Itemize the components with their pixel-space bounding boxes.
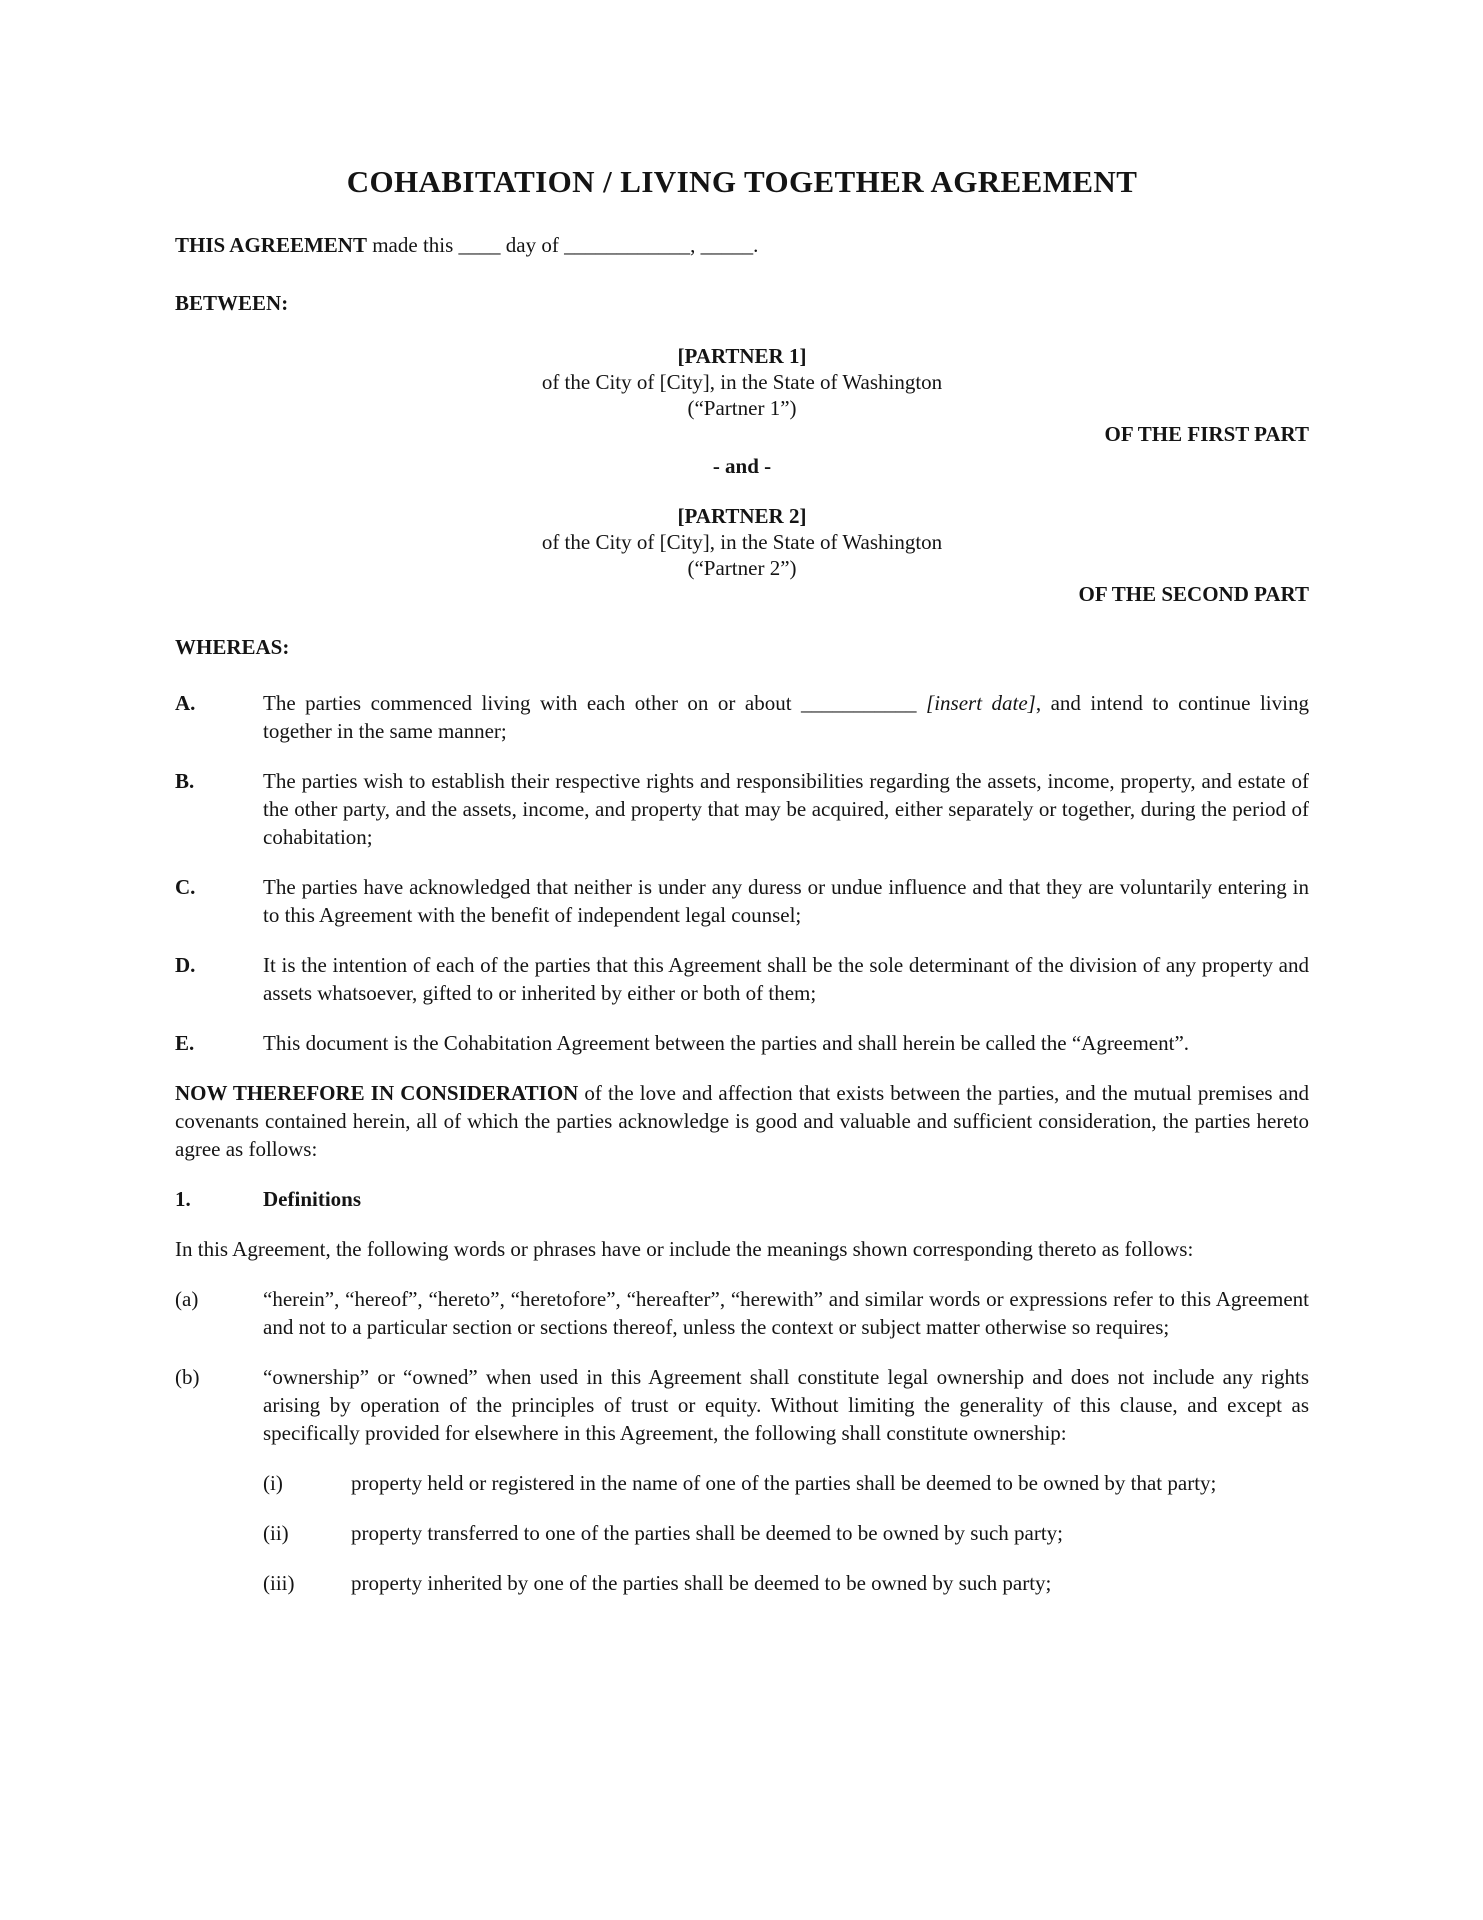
party1-name: [PARTNER 1] [677, 344, 807, 368]
agreement-date-line [175, 231, 1309, 259]
party1-alias: (“Partner 1”) [687, 396, 797, 420]
party-block-2 [175, 503, 1309, 607]
whereas-clause-a [175, 689, 1309, 745]
definition-item-b-label: (b) [175, 1365, 200, 1389]
ownership-sub-item-i [263, 1469, 1309, 1497]
party-block-1 [175, 343, 1309, 447]
definitions-heading [175, 1185, 1309, 1213]
definition-item-b [175, 1363, 1309, 1447]
whereas-clause-a-insert-date: [insert date] [926, 691, 1036, 715]
now-therefore-paragraph [175, 1079, 1309, 1163]
definitions-intro: In this Agreement, the following words or phrases have or include the meanings shown corresponding thereto as follows: [175, 1237, 1194, 1261]
whereas-clause-a-text [263, 689, 1309, 745]
ownership-sub-item-ii-text: property transferred to one of the parties shall be deemed to be owned by such party; [351, 1521, 1064, 1545]
definition-item-a-text: “herein”, “hereof”, “hereto”, “heretofore”, “hereafter”, “herewith” and similar words or expressions refer to this Agreement and not to a particular section or sections thereof, unless the context or subject matter otherwise so requires; [263, 1287, 1309, 1339]
party2-name: [PARTNER 2] [677, 504, 807, 528]
agreement-date-lead: THIS AGREEMENT [175, 233, 367, 257]
whereas-clause-e-text: This document is the Cohabitation Agreement between the parties and shall herein be called the “Agreement”. [263, 1031, 1190, 1055]
whereas-clause-a-label: A. [175, 691, 196, 715]
whereas-clause-e [175, 1029, 1309, 1057]
definition-item-a [175, 1285, 1309, 1341]
ownership-sub-item-i-text: property held or registered in the name of one of the parties shall be deemed to be owned by that party; [351, 1471, 1217, 1495]
ownership-sub-item-iii-text: property inherited by one of the parties shall be deemed to be owned by such party; [351, 1571, 1052, 1595]
and-separator: - and - [712, 454, 772, 478]
whereas-clause-a-text-before: The parties commenced living with each other on or about ___________ [263, 691, 927, 715]
definitions-section-title: Definitions [263, 1187, 362, 1211]
definition-item-a-label: (a) [175, 1287, 199, 1311]
whereas-label: WHEREAS: [175, 635, 290, 659]
whereas-clause-a-text-after: , and intend to continue living together in the same manner; [263, 691, 1309, 743]
whereas-clause-d-text: It is the intention of each of the parties that this Agreement shall be the sole determinant of the division of any property and assets whatsoever, gifted to or inherited by either or both of them; [263, 953, 1309, 1005]
whereas-clause-c [175, 873, 1309, 929]
definition-item-b-text: “ownership” or “owned” when used in this Agreement shall constitute legal ownership and does not include any rights arising by operation of the principles of trust or equity. Without limiting the generality of this clause, and except as specifically provided for elsewhere in this Agreement, the following shall constitute ownership: [263, 1365, 1309, 1445]
whereas-clause-b-text: The parties wish to establish their respective rights and responsibilities regarding the assets, income, property, and estate of the other party, and the assets, income, and property that may be acquired, either separately or together, during the period of cohabitation; [263, 769, 1309, 849]
party2-alias: (“Partner 2”) [687, 556, 797, 580]
between-label: BETWEEN: [175, 291, 289, 315]
ownership-sub-item-i-label: (i) [263, 1471, 283, 1495]
whereas-clause-d-label: D. [175, 953, 196, 977]
party2-city-line: of the City of [City], in the State of Washington [541, 530, 943, 554]
ownership-sub-item-iii-label: (iii) [263, 1571, 295, 1595]
party1-city-line: of the City of [City], in the State of Washington [541, 370, 943, 394]
definitions-section-number: 1. [175, 1187, 191, 1211]
agreement-date-rest: made this ____ day of ____________, _____. [366, 233, 759, 257]
ownership-sub-item-iii [263, 1569, 1309, 1597]
ownership-sub-item-ii-label: (ii) [263, 1521, 289, 1545]
now-therefore-lead: NOW THEREFORE IN CONSIDERATION [175, 1081, 579, 1105]
whereas-clause-e-label: E. [175, 1031, 195, 1055]
whereas-clause-d [175, 951, 1309, 1007]
document-title: COHABITATION / LIVING TOGETHER AGREEMENT [346, 164, 1138, 199]
now-therefore-rest: of the love and affection that exists between the parties, and the mutual premises and covenants contained herein, all of which the parties acknowledge is good and valuable and sufficient consideration, the parties hereto agree as follows: [175, 1081, 1309, 1161]
party2-part-designation: OF THE SECOND PART [1078, 582, 1309, 606]
party1-part-designation: OF THE FIRST PART [1104, 422, 1309, 446]
ownership-sub-item-ii [263, 1519, 1309, 1547]
whereas-clause-b [175, 767, 1309, 851]
whereas-clause-b-label: B. [175, 769, 195, 793]
whereas-clause-c-text: The parties have acknowledged that neither is under any duress or undue influence and that they are voluntarily entering in to this Agreement with the benefit of independent legal counsel; [263, 875, 1309, 927]
whereas-clause-c-label: C. [175, 875, 196, 899]
document-content [175, 163, 1309, 1619]
